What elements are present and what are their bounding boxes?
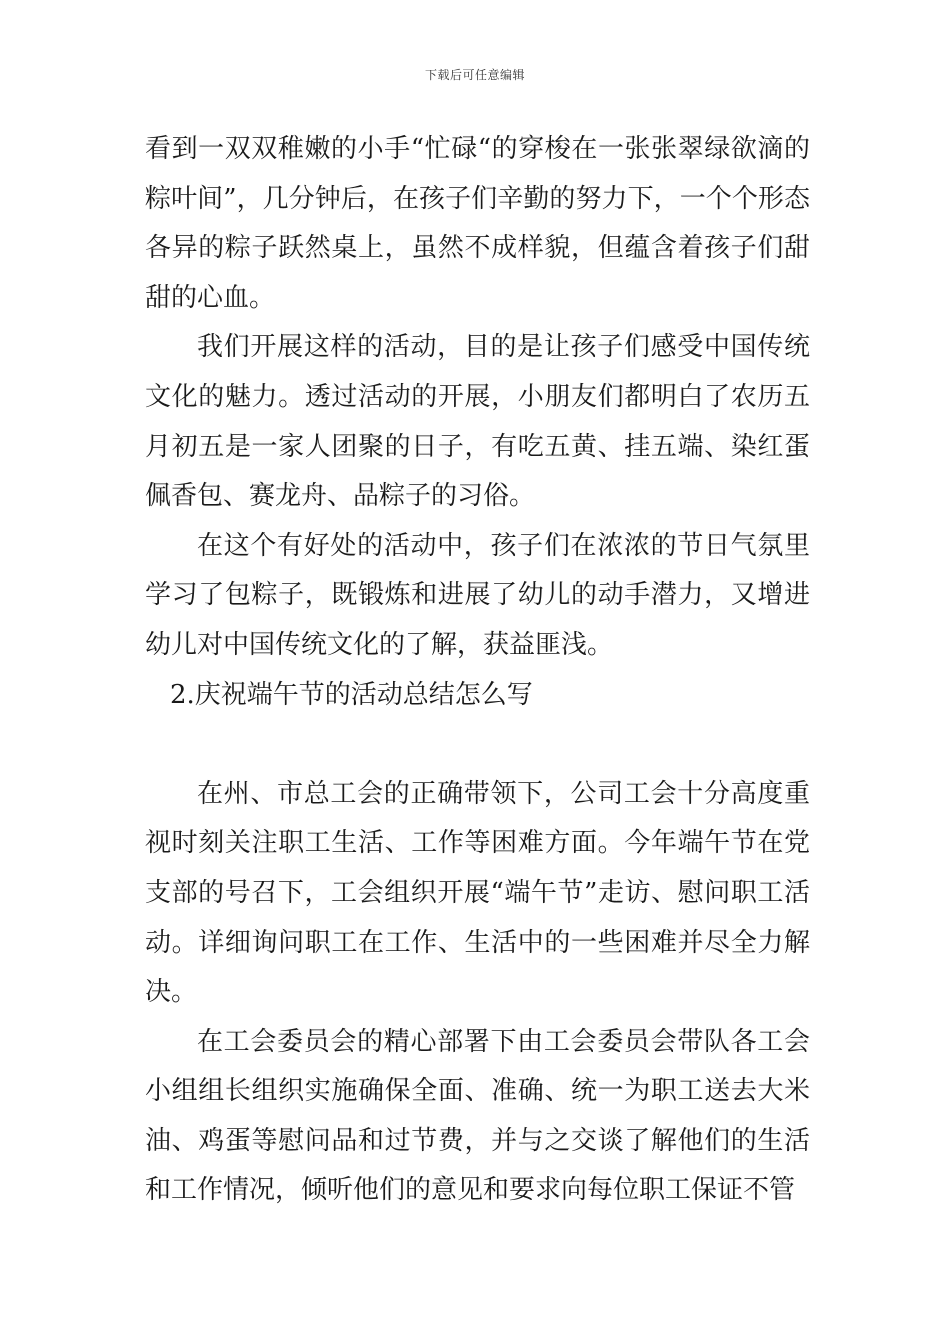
paragraph: 在工会委员会的精心部署下由工会委员会带队各工会小组组长组织实施确保全面、准确、统一为职工送去大米油、鸡蛋等慰问品和过节费，并与之交谈了解他们的生活和工作情况，倾听他们的意见和要求向每位职工保证不管 [145, 1026, 810, 1206]
page-header: 下载后可任意编辑 [424, 68, 525, 82]
section-heading: 2.庆祝端午节的活动总结怎么写 [170, 679, 533, 710]
paragraph-continued: 看到一双双稚嫩的小手“忙碌“的穿梭在一张张翠绿欲滴的粽叶间”，几分钟后，在孩子们辛勤的努力下，一个个形态各异的粽子跃然桌上，虽然不成样貌，但蕴含着孩子们甜甜的心血。 [145, 134, 810, 313]
paragraph: 在这个有好处的活动中，孩子们在浓浓的节日气氛里学习了包粽子，既锻炼和进展了幼儿的动手潜力，又增进幼儿对中国传统文化的了解，获益匪浅。 [145, 530, 810, 660]
paragraph: 我们开展这样的活动，目的是让孩子们感受中国传统文化的魅力。透过活动的开展，小朋友们都明白了农历五月初五是一家人团聚的日子，有吃五黄、挂五端、染红蛋佩香包、赛龙舟、品粽子的习俗。 [145, 332, 810, 512]
document-body [145, 125, 810, 1216]
paragraph: 在州、市总工会的正确带领下，公司工会十分高度重视时刻关注职工生活、工作等困难方面。今年端午节在党支部的号召下，工会组织开展“端午节”走访、慰问职工活动。详细询问职工在工作、生活中的一些困难并尽全力解决。 [145, 778, 810, 1008]
blank-line [145, 720, 810, 770]
